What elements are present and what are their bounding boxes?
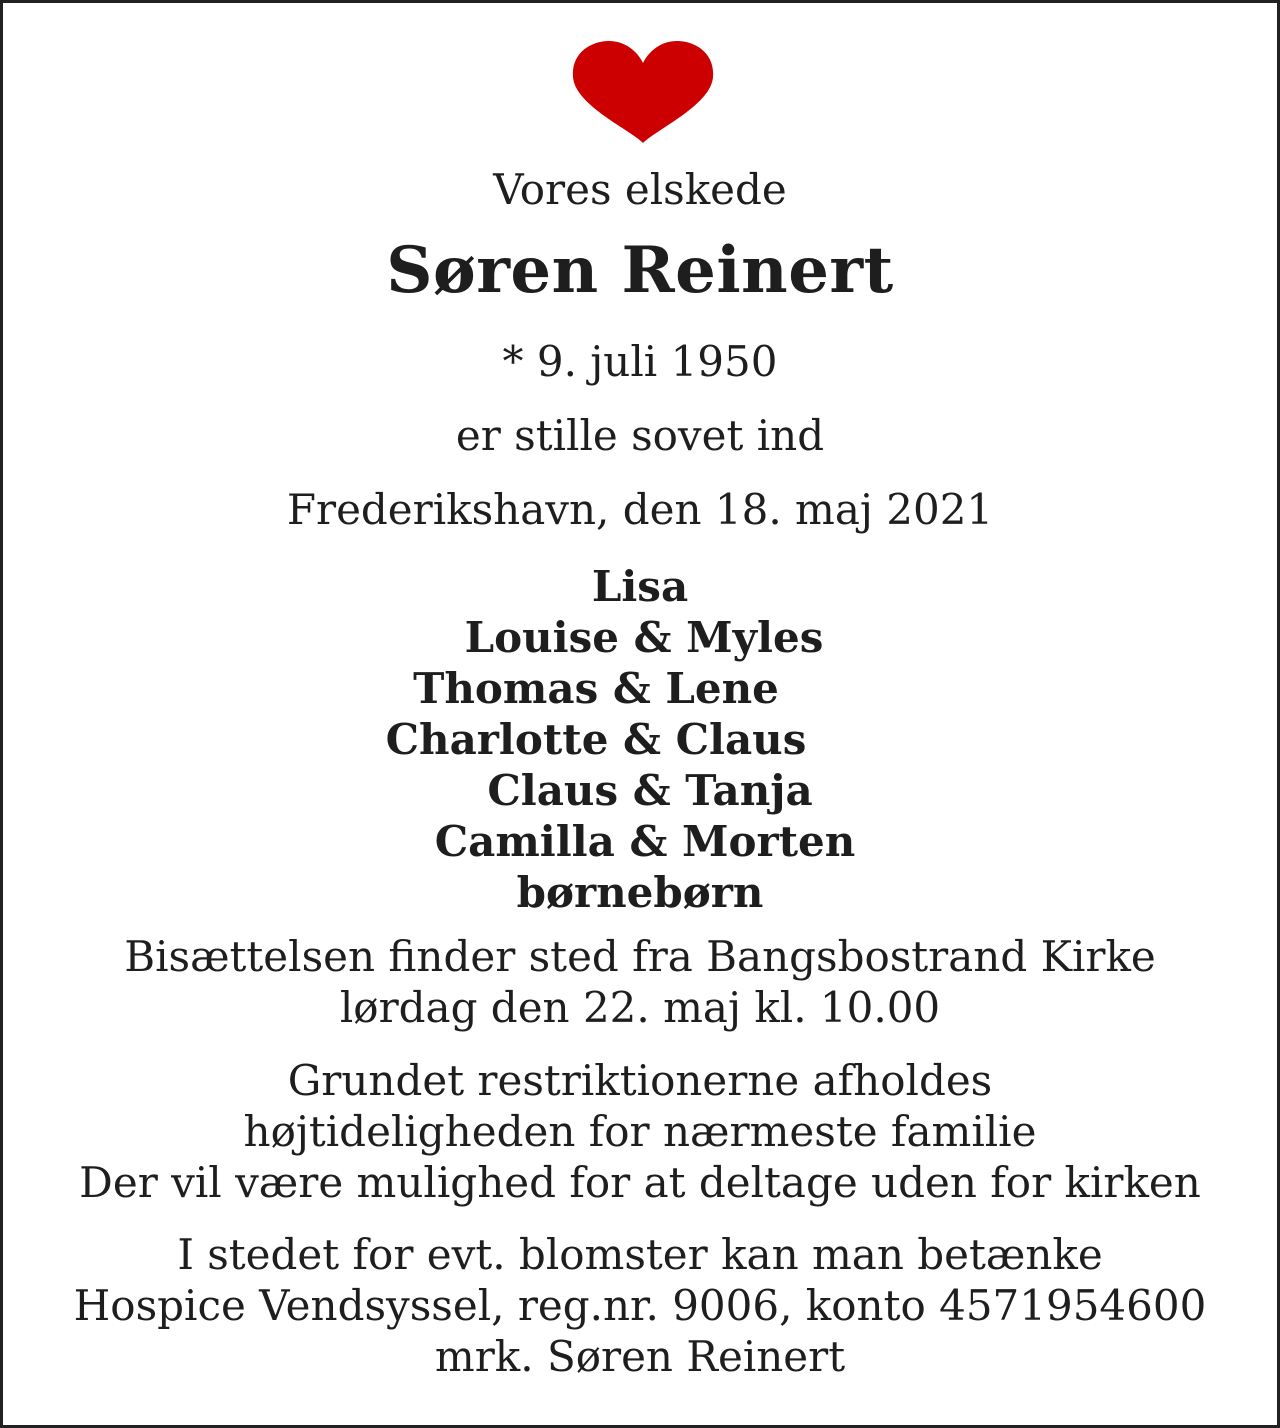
passed-text: er stille sovet ind <box>455 411 825 460</box>
heart-icon <box>569 39 717 145</box>
family-member: Camilla & Morten <box>434 817 856 866</box>
family-member: Lisa <box>591 562 689 611</box>
donation-info <box>3 1229 1277 1382</box>
intro-text: Vores elskede <box>493 165 787 214</box>
family-member: Thomas & Lene <box>413 664 779 713</box>
restrictions-info <box>3 1055 1277 1208</box>
donation-line: Hospice Vendsyssel, reg.nr. 9006, konto 4571954600 <box>73 1281 1207 1330</box>
place-date: Frederikshavn, den 18. maj 2021 <box>286 485 994 534</box>
family-member: Louise & Myles <box>464 613 824 662</box>
donation-line: I stedet for evt. blomster kan man betænke <box>177 1230 1103 1279</box>
restrictions-line: Grundet restriktionerne afholdes <box>287 1056 993 1105</box>
family-list <box>3 561 1277 918</box>
family-member: Claus & Tanja <box>487 766 813 815</box>
restrictions-line: Der vil være mulighed for at deltage uden for kirken <box>79 1158 1201 1207</box>
donation-line: mrk. Søren Reinert <box>434 1332 846 1381</box>
funeral-line: Bisættelsen finder sted fra Bangsbostrand Kirke <box>124 932 1156 981</box>
family-member: børnebørn <box>516 868 764 917</box>
restrictions-line: højtideligheden for nærmeste familie <box>243 1107 1037 1156</box>
birth-date: * 9. juli 1950 <box>502 337 778 386</box>
deceased-name: Søren Reinert <box>386 233 894 308</box>
funeral-line: lørdag den 22. maj kl. 10.00 <box>339 983 941 1032</box>
funeral-info <box>3 931 1277 1033</box>
family-member: Charlotte & Claus <box>385 715 807 764</box>
